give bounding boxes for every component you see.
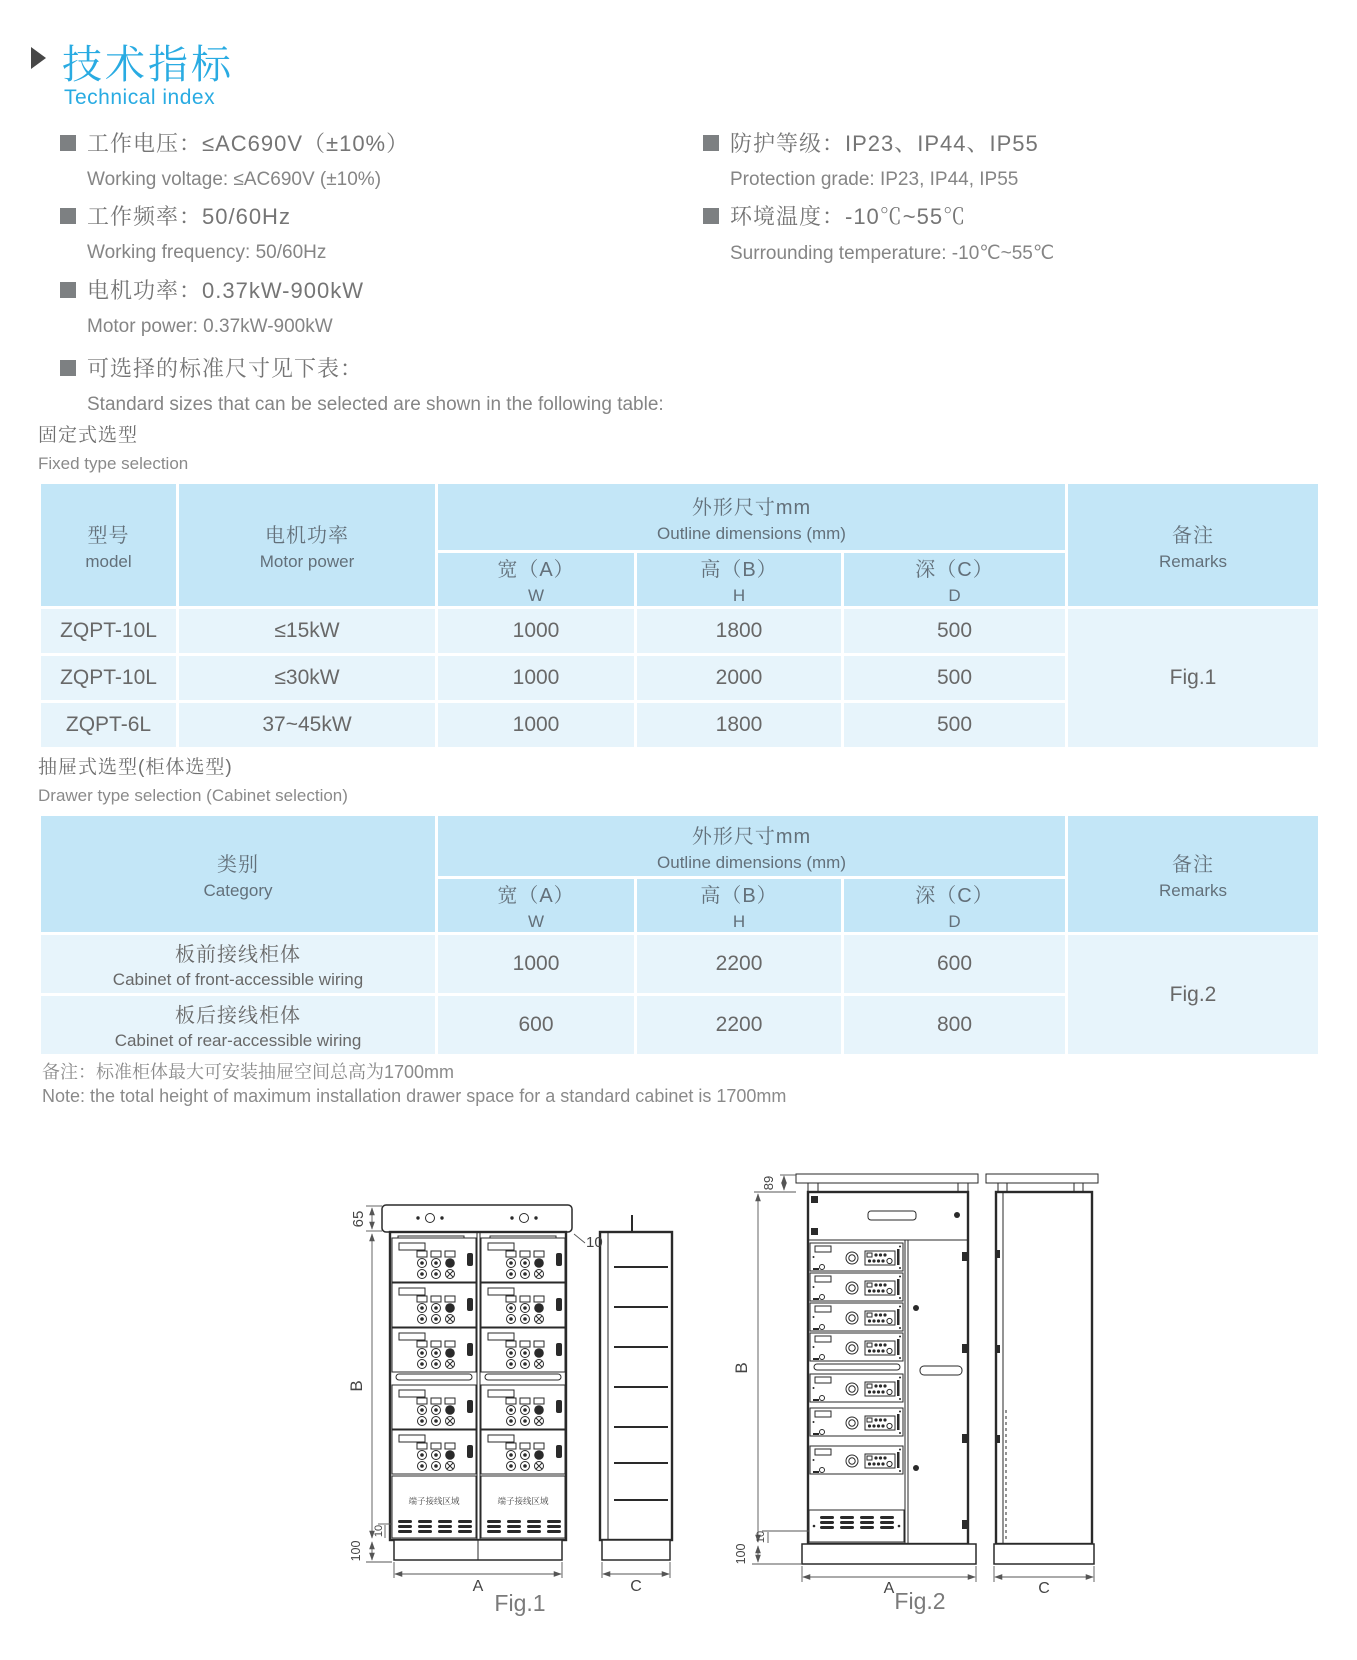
spec-surrounding-temperature bbox=[703, 200, 1054, 265]
note-zh: 备注：标准柜体最大可安装抽屉空间总高为1700mm bbox=[42, 1062, 455, 1082]
th-depth-c: 深（C） D bbox=[844, 879, 1065, 932]
fig2-drawing bbox=[710, 1090, 1130, 1595]
th-width-a: 宽（A） W bbox=[438, 553, 634, 606]
fig2-side-view bbox=[986, 1174, 1098, 1564]
spec-en: Working voltage: ≤AC690V (±10%) bbox=[87, 169, 382, 190]
cell-w: 1000 bbox=[438, 609, 634, 653]
cell-h: 2200 bbox=[637, 996, 841, 1054]
cell-d: 500 bbox=[844, 609, 1065, 653]
fig2-dim-height-label: B bbox=[732, 1362, 751, 1374]
th-height-b: 高（B） H bbox=[637, 553, 841, 606]
terminal-area-right bbox=[481, 1476, 565, 1538]
bullet-square-icon bbox=[60, 282, 76, 298]
cell-model: ZQPT-10L bbox=[41, 656, 176, 700]
fixed-label-en: Fixed type selection bbox=[38, 454, 189, 473]
drawer-label-en: Drawer type selection (Cabinet selection) bbox=[38, 786, 348, 805]
fig1-dim-gap-label: 10 bbox=[586, 1234, 603, 1251]
drawer-label-zh: 抽屉式选型(柜体选型) bbox=[38, 757, 233, 778]
cell-h: 1800 bbox=[637, 703, 841, 747]
spec-working-voltage bbox=[60, 127, 409, 191]
fig1-side-view bbox=[600, 1215, 672, 1560]
th-category: 类别 Category bbox=[41, 816, 435, 932]
th-motor-power: 电机功率 Motor power bbox=[179, 484, 435, 606]
cell-power: ≤15kW bbox=[179, 609, 435, 653]
spec-en: Working frequency: 50/60Hz bbox=[87, 242, 327, 263]
fig2-dimensions bbox=[732, 1175, 1094, 1595]
fixed-label-zh: 固定式选型 bbox=[38, 425, 139, 446]
table-row bbox=[41, 609, 1318, 653]
fixed-section-label bbox=[38, 420, 188, 474]
section-arrow-icon bbox=[31, 47, 46, 69]
cell-w: 1000 bbox=[438, 703, 634, 747]
spec-en: Standard sizes that can be selected are shown in the following table: bbox=[87, 394, 664, 415]
cell-w: 1000 bbox=[438, 935, 634, 993]
fig1-dim-height-label: B bbox=[347, 1380, 366, 1392]
cell-model: ZQPT-10L bbox=[41, 609, 176, 653]
cell-remarks: Fig.2 bbox=[1068, 935, 1318, 1054]
cell-power: 37~45kW bbox=[179, 703, 435, 747]
fig1-caption: Fig.1 bbox=[494, 1590, 546, 1616]
bullet-square-icon bbox=[703, 135, 719, 151]
th-outline-dimensions: 外形尺寸mm Outline dimensions (mm) bbox=[438, 816, 1065, 876]
cell-category: 板前接线柜体 Cabinet of front-accessible wiring bbox=[41, 935, 435, 993]
spec-en: Protection grade: IP23, IP44, IP55 bbox=[730, 169, 1019, 190]
terminal-label: 端子接线区域 bbox=[497, 1496, 549, 1506]
fig2-dim-vent-label: 10 bbox=[755, 1530, 767, 1544]
terminal-area-left bbox=[392, 1476, 476, 1538]
fig2-caption: Fig.2 bbox=[894, 1588, 946, 1614]
fig1-front-view bbox=[382, 1205, 572, 1560]
cell-remarks: Fig.1 bbox=[1068, 609, 1318, 747]
th-width-a: 宽（A） W bbox=[438, 879, 634, 932]
fixed-type-table bbox=[38, 481, 1321, 750]
spec-zh: 可选择的标准尺寸见下表： bbox=[87, 356, 364, 381]
cell-h: 2200 bbox=[637, 935, 841, 993]
th-outline-dimensions: 外形尺寸mm Outline dimensions (mm) bbox=[438, 484, 1065, 550]
fig2-front-view bbox=[796, 1174, 978, 1564]
fig1-dim-vent-label: 10 bbox=[373, 1524, 385, 1538]
fig2-door-panel bbox=[913, 1252, 968, 1529]
drawer-section-label bbox=[38, 752, 348, 806]
fig2-dim-depth-label: C bbox=[1038, 1580, 1050, 1595]
cell-w: 1000 bbox=[438, 656, 634, 700]
bullet-square-icon bbox=[703, 208, 719, 224]
th-remarks: 备注 Remarks bbox=[1068, 484, 1318, 606]
cell-d: 800 bbox=[844, 996, 1065, 1054]
fig2-dim-base-label: 100 bbox=[734, 1543, 748, 1565]
spec-zh: 工作频率：50/60Hz bbox=[87, 204, 291, 229]
spec-en: Surrounding temperature: -10℃~55℃ bbox=[730, 243, 1055, 264]
spec-zh: 防护等级：IP23、IP44、IP55 bbox=[730, 131, 1039, 156]
cell-model: ZQPT-6L bbox=[41, 703, 176, 747]
drawer-type-table bbox=[38, 813, 1321, 1057]
fig2-vent-panel bbox=[809, 1510, 904, 1542]
spec-en: Motor power: 0.37kW-900kW bbox=[87, 316, 333, 337]
spec-zh: 环境温度：-10℃~55℃ bbox=[730, 204, 967, 229]
page-subtitle: Technical index bbox=[64, 86, 216, 109]
fig1-dim-base-label: 100 bbox=[349, 1540, 363, 1562]
spec-zh: 工作电压：≤AC690V（±10%） bbox=[87, 131, 410, 156]
fig1-dim-top-label: 65 bbox=[350, 1210, 367, 1228]
page-title: 技术指标 bbox=[62, 43, 234, 87]
terminal-label: 端子接线区域 bbox=[408, 1496, 460, 1506]
spec-standard-sizes bbox=[60, 352, 664, 416]
th-height-b: 高（B） H bbox=[637, 879, 841, 932]
cell-h: 1800 bbox=[637, 609, 841, 653]
cell-category: 板后接线柜体 Cabinet of rear-accessible wiring bbox=[41, 996, 435, 1054]
cell-h: 2000 bbox=[637, 656, 841, 700]
cell-d: 600 bbox=[844, 935, 1065, 993]
note-en: Note: the total height of maximum installation drawer space for a standard cabinet is 1700mm bbox=[42, 1086, 787, 1106]
bullet-square-icon bbox=[60, 135, 76, 151]
cell-d: 500 bbox=[844, 703, 1065, 747]
spec-protection-grade bbox=[703, 127, 1039, 191]
fig2-dim-width-label: A bbox=[883, 1580, 895, 1595]
spec-motor-power bbox=[60, 274, 364, 338]
fig1-dim-depth-label: C bbox=[630, 1578, 642, 1595]
cell-d: 500 bbox=[844, 656, 1065, 700]
fig1-dim-width-label: A bbox=[472, 1578, 484, 1595]
cell-power: ≤30kW bbox=[179, 656, 435, 700]
fig2-dim-top-label: 89 bbox=[761, 1175, 776, 1191]
th-depth-c: 深（C） D bbox=[844, 553, 1065, 606]
cell-w: 600 bbox=[438, 996, 634, 1054]
fig1-drawing bbox=[340, 1130, 740, 1610]
th-model: 型号 model bbox=[41, 484, 176, 606]
spec-zh: 电机功率：0.37kW-900kW bbox=[87, 278, 364, 303]
bullet-square-icon bbox=[60, 208, 76, 224]
bullet-square-icon bbox=[60, 360, 76, 376]
table-row bbox=[41, 935, 1318, 993]
th-remarks: 备注 Remarks bbox=[1068, 816, 1318, 932]
spec-working-frequency bbox=[60, 200, 326, 264]
